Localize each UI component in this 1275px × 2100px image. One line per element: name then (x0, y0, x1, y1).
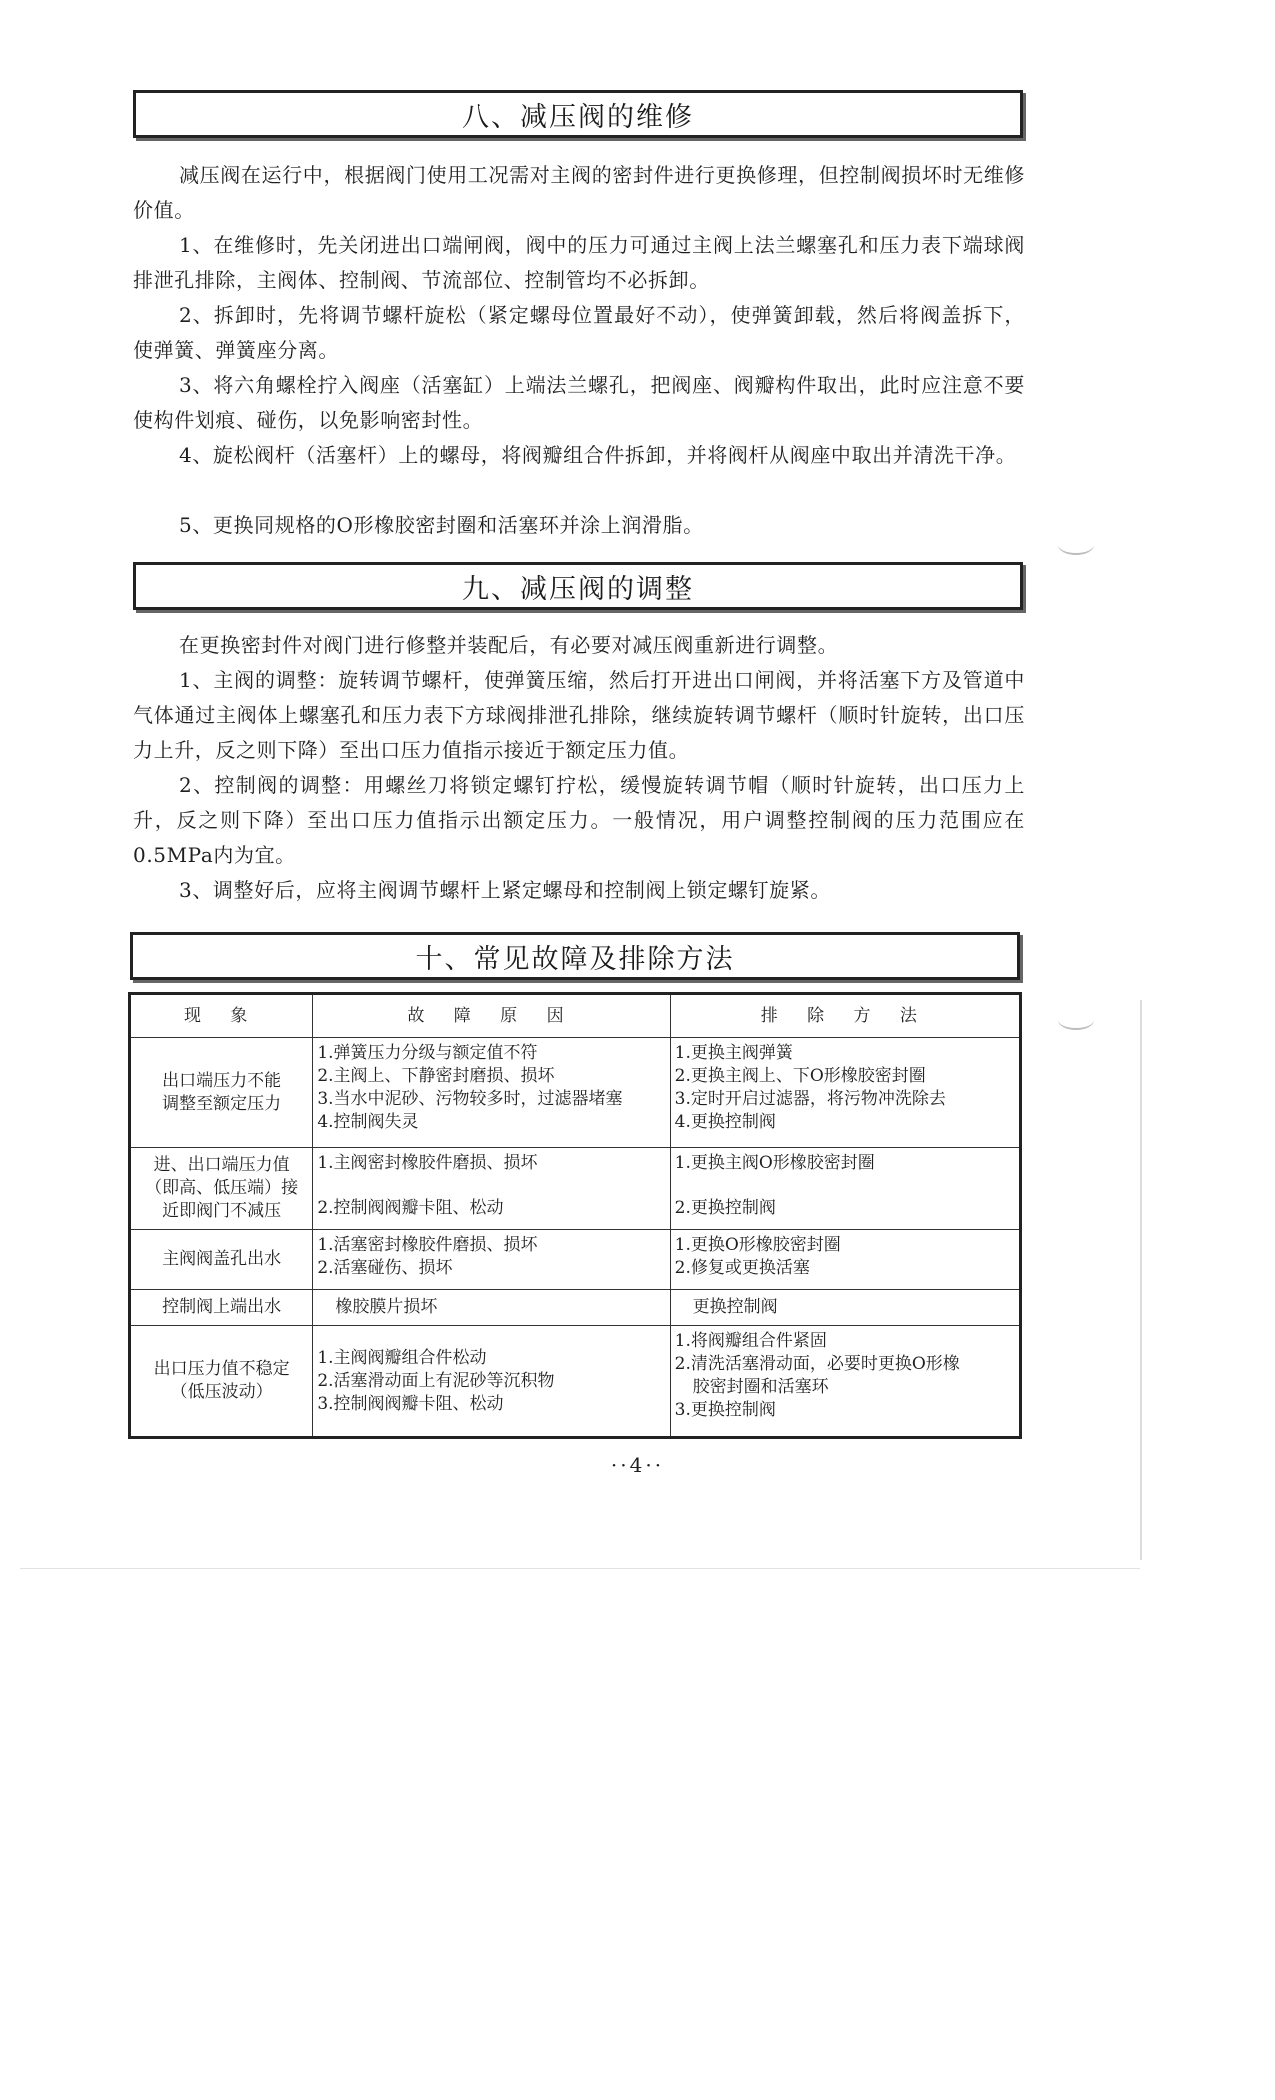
cause-cell (313, 1326, 670, 1438)
remedy-line: 1.将阀瓣组合件紧固 (674, 1331, 827, 1351)
remedy-line: 2.更换控制阀 (674, 1198, 776, 1218)
page-edge-shadow (1140, 1000, 1142, 1560)
header-symptom: 现 象 (130, 994, 313, 1038)
cause-line: 4.控制阀失灵 (317, 1112, 419, 1132)
remedy-line: 3.定时开启过滤器，将污物冲洗除去 (674, 1089, 946, 1109)
remedy-cell (670, 1038, 1020, 1148)
table-row (130, 1230, 1021, 1290)
symptom-line: 控制阀上端出水 (162, 1297, 282, 1317)
cause-cell (313, 1230, 670, 1290)
remedy-line: 更换控制阀 (692, 1297, 778, 1317)
remedy-cell (670, 1326, 1020, 1438)
symptom-line: 进、出口端压力值 (153, 1155, 290, 1175)
symptom-line: 出口压力值不稳定 (153, 1359, 290, 1379)
table-row (130, 1148, 1021, 1230)
cause-line: 3.当水中泥砂、污物较多时，过滤器堵塞 (317, 1089, 623, 1109)
punch-hole-mark (1058, 535, 1094, 555)
symptom-line: 出口端压力不能 (162, 1070, 282, 1091)
section-9-item-1: 1、主阀的调整：旋转调节螺杆，使弹簧压缩，然后打开进出口闸阀，并将活塞下方及管道中气体通过主阀体上螺塞孔和压力表下方球阀排泄孔排除，继续旋转调节螺杆（顺时针旋转，出口压力上升，反之则下降）至出口压力值指示接近于额定压力值。 (133, 668, 1025, 762)
cause-cell (313, 1038, 670, 1148)
remedy-cell (670, 1148, 1020, 1230)
section-8-item-4: 4、旋松阀杆（活塞杆）上的螺母，将阀瓣组合件拆卸，并将阀杆从阀座中取出并清洗干净。 (179, 443, 1017, 467)
header-remedy: 排 除 方 法 (670, 994, 1020, 1038)
table-row (130, 1326, 1021, 1438)
cause-line: 橡胶膜片损坏 (335, 1297, 438, 1317)
cause-line: 2.控制阀阀瓣卡阻、松动 (317, 1198, 504, 1218)
symptom-cell (130, 1290, 313, 1326)
cause-line: 1.主阀阀瓣组合件松动 (317, 1347, 487, 1368)
punch-hole-mark (1058, 1010, 1094, 1030)
section-8-item-1: 1、在维修时，先关闭进出口端闸阀，阀中的压力可通过主阀上法兰螺塞孔和压力表下端球阀排泄孔排除，主阀体、控制阀、节流部位、控制管均不必拆卸。 (133, 233, 1025, 292)
section-8-item-2: 2、拆卸时，先将调节螺杆旋松（紧定螺母位置最好不动），使弹簧卸载，然后将阀盖拆下，使弹簧、弹簧座分离。 (133, 303, 1025, 362)
table-row (130, 1290, 1021, 1326)
section-9-intro: 在更换密封件对阀门进行修整并装配后，有必要对减压阀重新进行调整。 (179, 633, 839, 657)
cause-line: 2.活塞碰伤、损坏 (317, 1258, 453, 1278)
cause-line: 3.控制阀阀瓣卡阻、松动 (317, 1393, 504, 1414)
symptom-cell (130, 1230, 313, 1290)
remedy-gap (675, 1175, 1015, 1197)
section-9-item-3: 3、调整好后，应将主阀调节螺杆上紧定螺母和控制阀上锁定螺钉旋紧。 (179, 878, 831, 902)
symptom-cell (130, 1148, 313, 1230)
cause-line: 1.主阀密封橡胶件磨损、损坏 (317, 1153, 538, 1173)
cause-cell (313, 1290, 670, 1326)
header-cause: 故 障 原 因 (313, 994, 670, 1038)
table-header-row (130, 994, 1021, 1038)
section-8-heading: 八、减压阀的维修 (133, 90, 1023, 138)
remedy-line: 1.更换主阀O形橡胶密封圈 (674, 1153, 875, 1173)
remedy-line: 4.更换控制阀 (674, 1112, 776, 1132)
cause-line: 1.弹簧压力分级与额定值不符 (317, 1043, 538, 1063)
symptom-line: 调整至额定压力 (162, 1093, 282, 1114)
remedy-line: 胶密封圈和活塞环 (692, 1377, 829, 1397)
cause-gap (317, 1175, 665, 1197)
remedy-line: 1.更换O形橡胶密封圈 (674, 1235, 841, 1255)
cause-line: 2.活塞滑动面上有泥砂等沉积物 (317, 1370, 555, 1391)
remedy-cell (670, 1290, 1020, 1326)
section-9-item-2: 2、控制阀的调整：用螺丝刀将锁定螺钉拧松，缓慢旋转调节帽（顺时针旋转，出口压力上升，反之则下降）至出口压力值指示出额定压力。一般情况，用户调整控制阀的压力范围应在0.5MPa内为宜。 (133, 773, 1025, 867)
remedy-line: 2.更换主阀上、下O形橡胶密封圈 (674, 1066, 926, 1086)
table-row (130, 1038, 1021, 1148)
symptom-line: （低压波动） (170, 1382, 273, 1402)
section-9-heading: 九、减压阀的调整 (133, 562, 1023, 610)
symptom-line: （即高、低压端）接 (145, 1178, 299, 1198)
remedy-cell (670, 1230, 1020, 1290)
section-8-intro: 减压阀在运行中，根据阀门使用工况需对主阀的密封件进行更换修理，但控制阀损坏时无维修价值。 (133, 163, 1025, 222)
cause-line: 2.主阀上、下静密封磨损、损坏 (317, 1066, 555, 1086)
remedy-line: 2.修复或更换活塞 (674, 1258, 810, 1278)
remedy-line: 1.更换主阀弹簧 (674, 1043, 793, 1063)
remedy-line: 3.更换控制阀 (674, 1400, 776, 1420)
cause-line: 1.活塞密封橡胶件磨损、损坏 (317, 1235, 538, 1255)
fault-table (128, 992, 1022, 1439)
symptom-line: 近即阀门不减压 (162, 1201, 282, 1221)
cause-cell (313, 1148, 670, 1230)
symptom-cell (130, 1038, 313, 1148)
page-number: ··4·· (610, 1453, 665, 1477)
symptom-line: 主阀阀盖孔出水 (162, 1249, 282, 1269)
section-10-heading: 十、常见故障及排除方法 (130, 932, 1020, 980)
symptom-cell (130, 1326, 313, 1438)
page-edge-shadow (20, 1568, 1140, 1569)
remedy-line: 2.清洗活塞滑动面，必要时更换O形橡 (674, 1354, 960, 1374)
section-8-item-5: 5、更换同规格的O形橡胶密封圈和活塞环并涂上润滑脂。 (179, 513, 704, 537)
section-8-item-3: 3、将六角螺栓拧入阀座（活塞缸）上端法兰螺孔，把阀座、阀瓣构件取出，此时应注意不要使构件划痕、碰伤，以免影响密封性。 (133, 373, 1025, 432)
